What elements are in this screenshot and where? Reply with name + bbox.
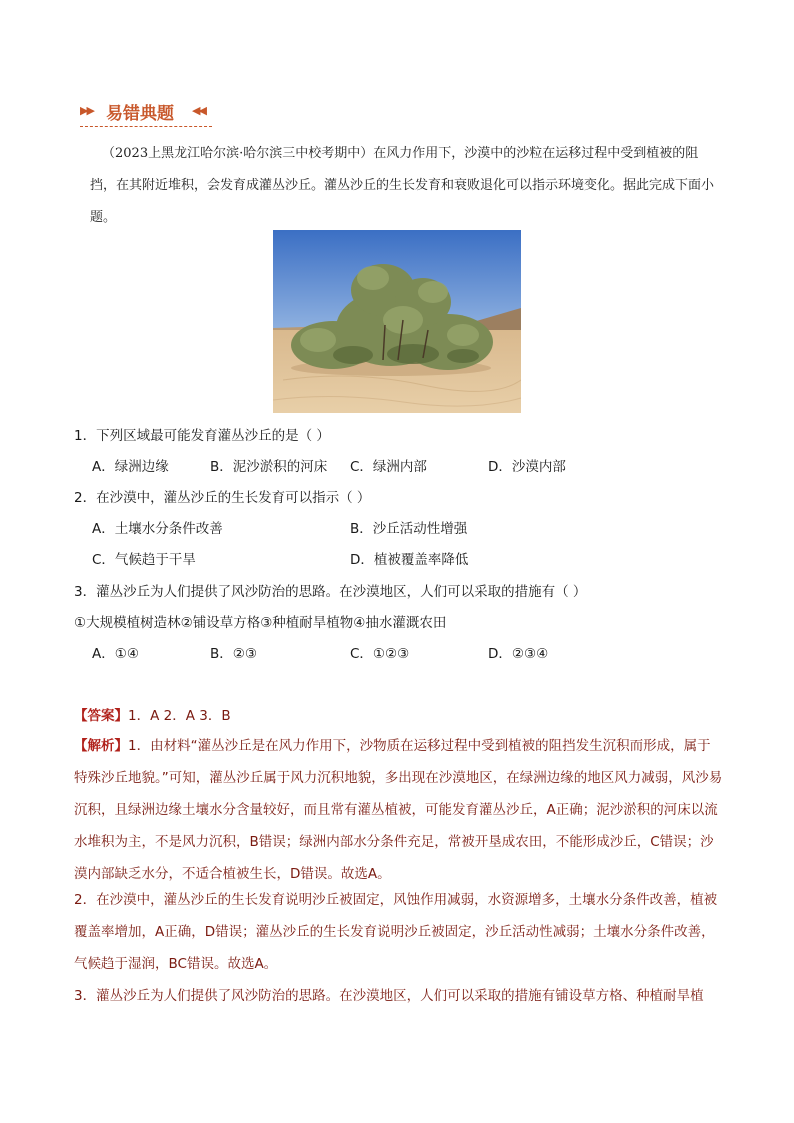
analysis-paragraph-3: 3．灌丛沙丘为人们提供了风沙防治的思路。在沙漠地区，人们可以采取的措施有铺设草方格、种植耐旱植 bbox=[74, 988, 704, 1004]
question-3-stem: 3．灌丛沙丘为人们提供了风沙防治的思路。在沙漠地区，人们可以采取的措施有（ ） bbox=[74, 584, 587, 600]
question-2-stem: 2．在沙漠中，灌丛沙丘的生长发育可以指示（ ） bbox=[74, 490, 371, 506]
analysis-paragraph-1 bbox=[74, 730, 724, 890]
question-3-choices: ①大规模植树造林②铺设草方格③种植耐旱植物④抽水灌溉农田 bbox=[74, 615, 447, 631]
section-title: 易错典题 bbox=[106, 104, 174, 124]
question-2-option-b[interactable]: B．沙丘活动性增强 bbox=[350, 521, 468, 537]
question-2-option-d[interactable]: D．植被覆盖率降低 bbox=[350, 552, 469, 568]
question-2-option-c[interactable]: C．气候趋于干旱 bbox=[92, 552, 196, 568]
question-1-option-a[interactable]: A．绿洲边缘 bbox=[92, 459, 169, 475]
double-arrow-left-icon: ◀◀ bbox=[192, 104, 205, 117]
question-3-option-d[interactable]: D．②③④ bbox=[488, 646, 549, 662]
analysis-text-1: 1．由材料“灌丛沙丘是在风力作用下，沙物质在运移过程中受到植被的阻挡发生沉积而形成，属于特殊沙丘地貌。”可知，灌丛沙丘属于风力沉积地貌，多出现在沙漠地区，在绿洲边缘的地区风力减弱，风沙易沉积，且绿洲边缘土壤水分含量较好，而且常有灌丛植被，可能发育灌丛沙丘，A正确；泥沙淤积的河床以流水堆积为主，不是风力沉积，B错误；绿洲内部水分条件充足，常被开垦成农田，不能形成沙丘，C错误；沙漠内部缺乏水分，不适合植被生长，D错误。故选A。 bbox=[74, 738, 723, 882]
answer-text: 1．A 2．A 3．B bbox=[128, 708, 231, 724]
question-3-option-b[interactable]: B．②③ bbox=[210, 646, 257, 662]
shrub-dune-photo bbox=[273, 230, 521, 413]
question-1-option-d[interactable]: D．沙漠内部 bbox=[488, 459, 566, 475]
question-1-option-c[interactable]: C．绿洲内部 bbox=[350, 459, 427, 475]
section-underline bbox=[80, 126, 212, 127]
answer-line bbox=[74, 704, 231, 724]
question-3-option-a[interactable]: A．①④ bbox=[92, 646, 139, 662]
analysis-tag: 【解析】 bbox=[74, 738, 128, 754]
question-intro: （2023上黑龙江哈尔滨·哈尔滨三中校考期中）在风力作用下，沙漠中的沙粒在运移过程中受到植被的阻挡，在其附近堆积，会发育成灌丛沙丘。灌丛沙丘的生长发育和衰败退化可以指示环境变化。据此完成下面小题。 bbox=[90, 146, 715, 225]
section-header bbox=[80, 96, 214, 128]
question-3-option-c[interactable]: C．①②③ bbox=[350, 646, 410, 662]
question-1-stem: 1．下列区域最可能发育灌丛沙丘的是（ ） bbox=[74, 428, 330, 444]
double-arrow-right-icon: ▶▶ bbox=[80, 104, 93, 117]
answer-tag: 【答案】 bbox=[74, 708, 128, 724]
question-2-option-a[interactable]: A．土壤水分条件改善 bbox=[92, 521, 223, 537]
question-1-option-b[interactable]: B．泥沙淤积的河床 bbox=[210, 459, 328, 475]
analysis-paragraph-2: 2．在沙漠中，灌丛沙丘的生长发育说明沙丘被固定，风蚀作用减弱，水资源增多，土壤水分条件改善，植被覆盖率增加，A正确，D错误；灌丛沙丘的生长发育说明沙丘被固定，沙丘活动性减弱；土壤水分条件改善，气候趋于湿润，BC错误。故选A。 bbox=[74, 892, 718, 972]
